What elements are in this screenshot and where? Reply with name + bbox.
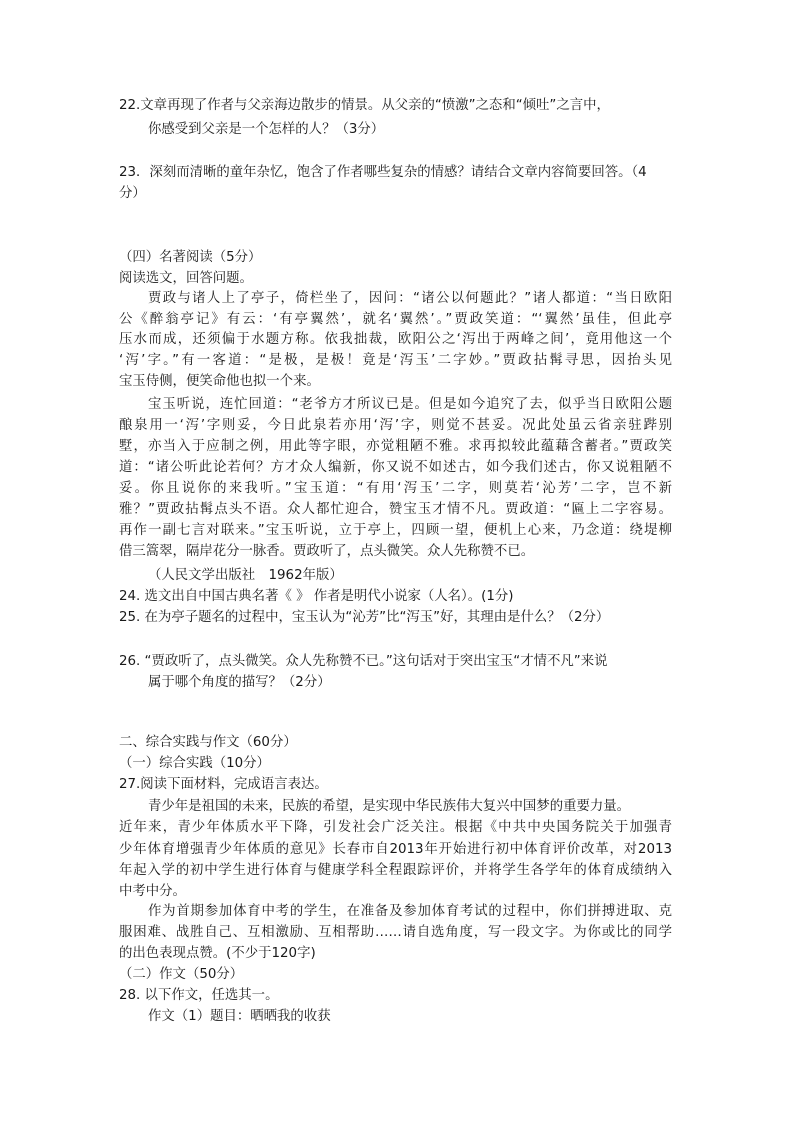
passage-para-2-line: 酿泉用一‘泻’字则妥，今日此泉若亦用‘泻’字，则觉不甚妥。况此处虽云省亲驻跸别 <box>119 418 672 433</box>
passage-para-1-line: 贾政与诸人上了亭子，倚栏坐了，因问：“诸公以何题此？”诸人都道：“当日欧阳 <box>148 291 672 306</box>
passage-para-2-line: 再作一副七言对联来。”宝玉听说，立于亭上，四顾一望，便机上心来，乃念道：绕堤柳 <box>119 523 672 538</box>
passage-para-2-line: 雅？”贾政拈髯点头不语。众人都忙迎合，赞宝玉才情不凡。贾政道：“匾上二字容易。 <box>119 502 672 517</box>
question-23-line-2: 分） <box>119 186 146 201</box>
question-22-line-1: 22.文章再现了作者与父亲海边散步的情景。从父亲的“愤激”之态和“倾吐”之言中， <box>119 98 610 113</box>
question-24: 24. 选文出自中国古典名著《 》 作者是明代小说家（人名）。(1分) <box>119 589 514 604</box>
material-line: 中考中分。 <box>119 884 186 899</box>
section-4-heading: （四）名著阅读（5分） <box>119 250 262 265</box>
question-27: 27.阅读下面材料，完成语言表达。 <box>119 777 328 792</box>
passage-para-1-line: 公《醉翁亭记》有云：‘有亭翼然’，就名‘翼然’。”贾政笑道：“‘翼然’虽佳，但此亭 <box>119 312 672 327</box>
passage-para-2-line: 墅，亦当入于应制之例，用此等字眼，亦觉粗陋不雅。求再拟较此蕴藉含蓄者。”贾政笑 <box>119 439 672 454</box>
passage-para-2-line: 妥。你且说你的来我听。”宝玉道：“有用‘泻玉’二字，则莫若‘沁芳’二字，岂不新 <box>119 481 672 496</box>
passage-para-1-line: 压水而成，还须偏于水题方称。依我拙裁，欧阳公之‘泻出于两峰之间’，竟用他这一个 <box>119 332 672 347</box>
passage-source: （人民文学出版社 1962年版） <box>148 568 343 583</box>
practice-subheading: （一）综合实践（10分） <box>119 756 270 771</box>
question-28: 28. 以下作文，任选其一。 <box>119 988 279 1003</box>
material-line: 年起入学的初中学生进行体育与健康学科全程跟踪评价，并将学生各学年的体育成绩纳入 <box>119 863 672 878</box>
task-line: 的出色表现点赞。(不少于120字) <box>119 946 316 961</box>
material-line: 少年体育增强青少年体质的意见》长春市自2013年开始进行初中体育评价改革，对2013 <box>119 842 672 857</box>
question-22-line-2: 你感受到父亲是一个怎样的人？（3分） <box>148 122 385 137</box>
passage-para-2-line: 宝玉听说，连忙回道：“老爷方才所议已是。但是如今追究了去，似乎当日欧阳公题 <box>148 397 672 412</box>
question-26-line-1: 26. “贾政听了，点头微笑。众人先称赞不已。”这句话对于突出宝玉“才情不凡”来说 <box>119 654 608 669</box>
task-line: 作为首期参加体育中考的学生，在准备及参加体育考试的过程中，你们拼搏进取、克 <box>148 904 672 919</box>
passage-para-1-line: ‘泻’字。”有一客道：“是极，是极！竟是‘泻玉’二字妙。”贾政拈髯寻思，因抬头见 <box>119 353 672 368</box>
question-23-line-1: 23．深刻而清晰的童年杂忆，饱含了作者哪些复杂的情感？请结合文章内容简要回答。（4 <box>119 165 647 180</box>
part-2-heading: 二、综合实践与作文（60分） <box>119 735 297 750</box>
section-4-instruction: 阅读选文，回答问题。 <box>119 271 253 286</box>
essay-subheading: （二）作文（50分） <box>119 967 244 982</box>
passage-para-2-line: 道：“诸公听此论若何？方才众人编新，你又说不如述古，如今我们述古，你又说粗陋不 <box>119 460 672 475</box>
question-26-line-2: 属于哪个角度的描写？（2分） <box>148 675 331 690</box>
passage-para-2-line: 借三篙翠，隔岸花分一脉香。贾政听了，点头微笑。众人先称赞不已。 <box>119 544 535 559</box>
material-line: 近年来，青少年体质水平下降，引发社会广泛关注。根据《中共中央国务院关于加强青 <box>119 820 672 835</box>
question-25: 25. 在为亭子题名的过程中，宝玉认为“沁芳”比“泻玉”好，其理由是什么？（2分） <box>119 610 610 625</box>
essay-option-1: 作文（1）题目：晒晒我的收获 <box>148 1009 331 1024</box>
task-line: 服困难、战胜自己、互相激励、互相帮助……请自选角度，写一段文字。为你或比的同学 <box>119 925 672 940</box>
material-line: 青少年是祖国的未来，民族的希望，是实现中华民族伟大复兴中国梦的重要力量。 <box>148 799 631 814</box>
passage-para-1-line: 宝玉侍侧，便笑命他也拟一个来。 <box>119 374 320 389</box>
